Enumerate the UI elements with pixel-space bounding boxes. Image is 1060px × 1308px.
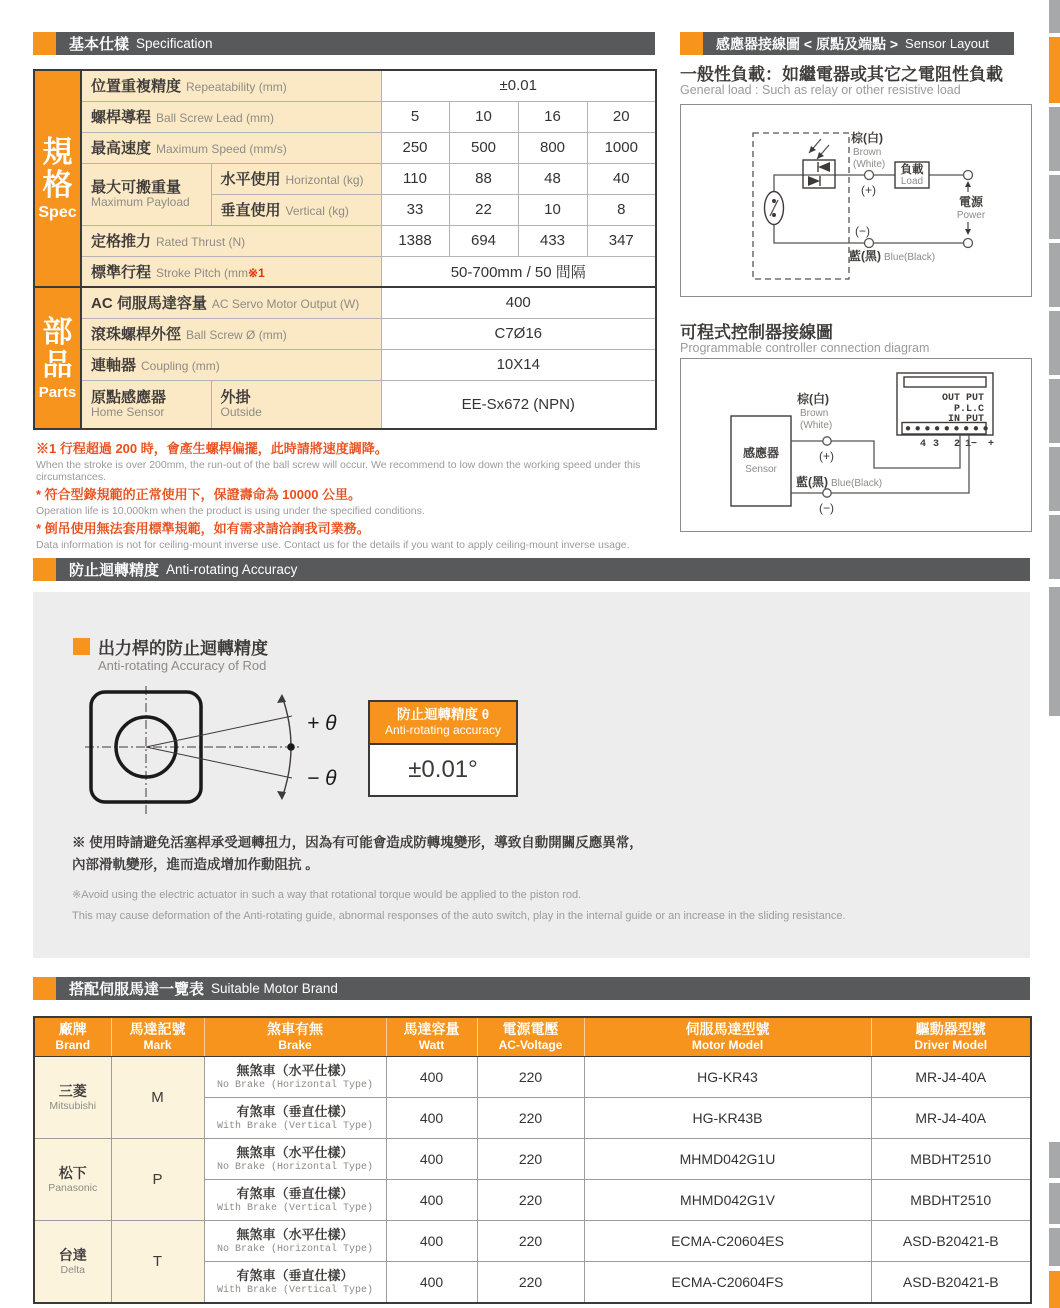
sensor-header-zh: 感應器接線圖 < 原點及端點 > xyxy=(716,35,899,52)
anti-subheading-en: Anti-rotating Accuracy of Rod xyxy=(98,658,267,673)
orange-square-icon xyxy=(33,32,56,55)
spec-header-en: Specification xyxy=(136,36,213,51)
wire-label-brown-en: Brown xyxy=(800,408,829,419)
motor-table xyxy=(33,1016,1032,1304)
load-label-en: Load xyxy=(900,176,924,187)
anti-rotating-panel xyxy=(33,592,1030,958)
wire-label-brown-zh: 棕(白) xyxy=(797,392,829,406)
page-tab xyxy=(1049,1142,1060,1178)
plc-circuit xyxy=(681,359,1031,531)
page-tab xyxy=(1049,311,1060,375)
plus-theta-label: + θ xyxy=(307,712,337,735)
footnote-ref: ※1 xyxy=(248,265,265,280)
plc-in-label: IN PUT xyxy=(947,414,984,425)
plc-diagram-subtitle: Programmable controller connection diagram xyxy=(680,341,930,355)
page-tab xyxy=(1049,515,1060,579)
motor-header-zh: 搭配伺服馬達一覽表 xyxy=(69,981,205,998)
motor-row: 有煞車（垂直仕樣） With Brake (Vertical Type) 400 220 MHMD042G1V MBDHT2510 xyxy=(34,1180,1031,1221)
anti-header-en: Anti-rotating Accuracy xyxy=(166,562,298,577)
spec-row-thrust: 定格推力 Rated Thrust (N) 1388 694 433 347 xyxy=(34,225,656,256)
wire-label-white-en: (White) xyxy=(800,420,833,431)
page-tab-active xyxy=(1049,1271,1060,1308)
anti-note-zh: ※ 使用時請避免活塞桿承受迴轉扭力，因為有可能會造成防轉塊變形，導致自動開關反應異常， 內部滑軌變形，進而造成增加作動阻抗 。 xyxy=(72,835,643,872)
footnote-line: * 倒吊使用無法套用標準規範，如有需求請洽詢我司業務。 xyxy=(36,521,370,536)
orange-square-icon xyxy=(73,638,90,655)
spec-row-ball-screw-dia: 滾珠螺桿外徑 Ball Screw Ø (mm) C7Ø16 xyxy=(34,318,656,349)
repeatability-value: ±0.01 xyxy=(381,70,656,101)
page-tab-active xyxy=(1049,37,1060,103)
motor-row: 松下 Panasonic P 無煞車（水平仕樣） No Brake (Horizontal Type) 400 220 MHMD042G1U MBDHT2510 xyxy=(34,1139,1031,1180)
orange-square-icon xyxy=(33,977,56,1000)
terminal-label-plus: + xyxy=(987,439,995,450)
motor-row: 台達 Delta T 無煞車（水平仕樣） No Brake (Horizontal Type) 400 220 ECMA-C20604ES ASD-B20421-B xyxy=(34,1221,1031,1262)
page-tab xyxy=(1049,0,1060,33)
general-load-circuit xyxy=(681,105,1031,296)
anti-note-en: ※Avoid using the electric actuator in such a way that rotational torque would be applied to the piston rod. This may cause deformation of the Anti-rotating guide, abnormal responses of the auto switch, play in the internal guide or an increase in the sliding resistance. xyxy=(72,889,846,922)
wire-label-brown-en: Brown xyxy=(853,147,882,158)
motor-row: 三菱 Mitsubishi M 無煞車（水平仕樣） No Brake (Horizontal Type) 400 220 HG-KR43 MR-J4-40A xyxy=(34,1057,1031,1098)
footnote-line: When the stroke is over 200mm, the run-out of the ball screw will occur. We recommend to low down the working speed under this circumstances. xyxy=(36,459,641,483)
spec-header-zh: 基本仕樣 xyxy=(69,36,130,53)
polarity-plus: (+) xyxy=(861,183,876,197)
polarity-plus: (+) xyxy=(819,449,834,463)
orange-square-icon xyxy=(33,558,56,581)
polarity-minus: (−) xyxy=(819,501,834,515)
plc-diagram-title: 可程式控制器接線圖 xyxy=(680,323,833,342)
general-load-diagram xyxy=(680,104,1032,297)
spec-row-motor-output: 部品 Parts AC 伺服馬達容量 AC Servo Motor Output (W) 400 xyxy=(34,287,656,318)
page-tab xyxy=(1049,379,1060,443)
brand-panasonic: 松下 Panasonic xyxy=(34,1139,111,1221)
spec-row-coupling: 連軸器 Coupling (mm) 10X14 xyxy=(34,349,656,380)
spec-row-speed: 最高速度 Maximum Speed (mm/s) 250 500 800 1000 xyxy=(34,132,656,163)
sensor-box-en: Sensor xyxy=(745,464,777,475)
anti-section-header xyxy=(33,558,1030,581)
spec-row-repeatability: 規格 Spec 位置重複精度 Repeatability (mm) ±0.01 xyxy=(34,70,656,101)
sidebar-spec: 規格 Spec xyxy=(34,70,81,287)
power-label-zh: 電源 xyxy=(958,195,984,209)
accuracy-value-box xyxy=(368,700,518,797)
wire-label-white-en: (White) xyxy=(853,159,886,170)
wire-label-blue-en: Blue(Black) xyxy=(831,478,883,489)
spec-row-stroke: 標準行程 Stroke Pitch (mm※1 50-700mm / 50 間隔 xyxy=(34,256,656,287)
sidebar-parts: 部品 Parts xyxy=(34,287,81,429)
brand-delta: 台達 Delta xyxy=(34,1221,111,1304)
sensor-box-zh: 感應器 xyxy=(742,446,780,460)
page-tab xyxy=(1049,107,1060,171)
spec-footnotes xyxy=(36,441,656,555)
wire-label-blue-zh: 藍(黑) xyxy=(796,475,828,489)
footnote-line: ※1 行程超過 200 時，會產生螺桿偏擺，此時請將速度調降。 xyxy=(36,441,388,456)
motor-section-header xyxy=(33,977,1030,1000)
motor-row: 有煞車（垂直仕樣） With Brake (Vertical Type) 400 220 HG-KR43B MR-J4-40A xyxy=(34,1098,1031,1139)
load-label-zh: 負載 xyxy=(900,164,924,176)
anti-subheading: 出力桿的防止迴轉精度 xyxy=(73,634,268,659)
spec-table xyxy=(33,69,657,430)
accuracy-box-title-zh: 防止迴轉精度 θ xyxy=(396,707,490,722)
motor-header-en: Suitable Motor Brand xyxy=(211,981,338,996)
orange-square-icon xyxy=(680,32,703,55)
page-tab xyxy=(1049,447,1060,511)
polarity-minus: (−) xyxy=(855,224,870,238)
terminal-label-3: 3 xyxy=(932,439,940,450)
anti-header-zh: 防止迴轉精度 xyxy=(69,562,160,579)
terminal-label-1: 1− xyxy=(964,439,978,450)
page-tab xyxy=(1049,587,1060,716)
footnote-line: * 符合型錄規範的正常使用下，保證壽命為 10000 公里。 xyxy=(36,487,362,502)
spec-row-payload-vertical: 垂直使用 Vertical (kg) 33 22 10 8 xyxy=(34,194,656,225)
plc-diagram xyxy=(680,358,1032,532)
spec-row-lead: 螺桿導程 Ball Screw Lead (mm) 5 10 16 20 xyxy=(34,101,656,132)
page-tab xyxy=(1049,1183,1060,1224)
accuracy-value: ±0.01° xyxy=(408,756,478,783)
terminal-label-4: 4 xyxy=(919,439,927,450)
terminal-label-2: 2 xyxy=(953,439,961,450)
wire-label-blue-en: Blue(Black) xyxy=(884,252,936,263)
motor-table-header-row: 廠牌 Brand 馬達記號 Mark 煞車有無 Brake 馬達容量 Watt 電源電壓 AC-Voltage 伺服馬達型號 Motor Model 驅動器型號 Driver Model xyxy=(34,1017,1031,1057)
accuracy-box-title-en: Anti-rotating accuracy xyxy=(384,723,502,737)
wire-label-blue-zh: 藍(黑) xyxy=(849,249,881,263)
minus-theta-label: − θ xyxy=(307,767,337,790)
wire-label-brown-zh: 棕(白) xyxy=(851,131,883,145)
plc-out-label: OUT PUT xyxy=(941,393,984,404)
general-load-title: 一般性負載：如繼電器或其它之電阻性負載 xyxy=(680,65,1003,84)
general-load-subtitle: General load : Such as relay or other resistive load xyxy=(680,83,961,97)
page-tab xyxy=(1049,1228,1060,1266)
brand-mitsubishi: 三菱 Mitsubishi xyxy=(34,1057,111,1139)
power-label-en: Power xyxy=(956,210,986,221)
motor-row: 有煞車（垂直仕樣） With Brake (Vertical Type) 400 220 ECMA-C20604FS ASD-B20421-B xyxy=(34,1262,1031,1304)
plc-name-label: P.L.C xyxy=(953,404,984,415)
footnote-line: Data information is not for ceiling-mount inverse use. Contact us for the details if you want to apply ceiling-mount inverse usage. xyxy=(36,539,630,551)
sensor-section-header xyxy=(680,32,1014,55)
sensor-header-en: Sensor Layout xyxy=(905,36,989,51)
rod-accuracy-figure xyxy=(85,686,375,818)
footnote-line: Operation life is 10,000km when the product is using under the specified conditions. xyxy=(36,505,425,517)
spec-section-header xyxy=(33,32,655,55)
page-tab xyxy=(1049,175,1060,239)
page-tab xyxy=(1049,243,1060,307)
spec-row-home-sensor: 原點感應器 Home Sensor 外掛 Outside EE-Sx672 (NPN) xyxy=(34,380,656,429)
spec-row-payload-horizontal: 最大可搬重量 Maximum Payload 水平使用 Horizontal (kg) 110 88 48 40 xyxy=(34,163,656,194)
